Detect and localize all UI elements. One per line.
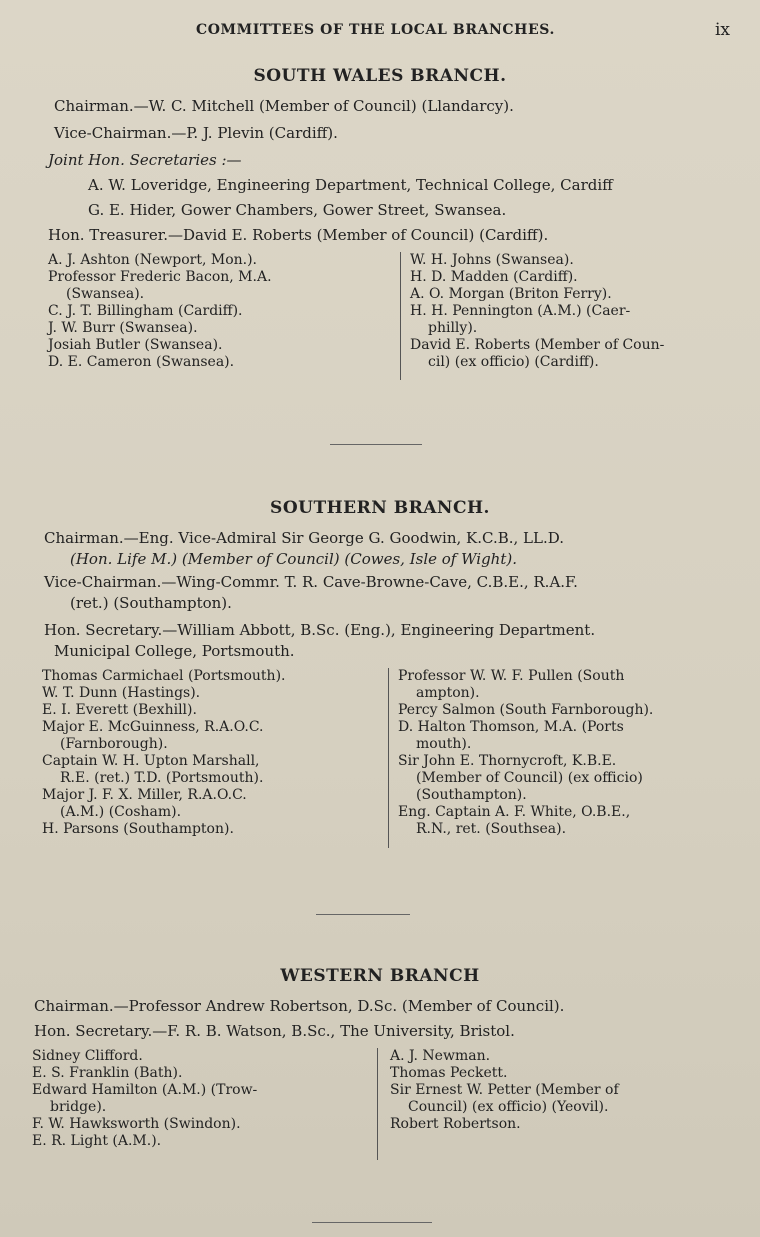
member-entry: David E. Roberts (Member of Coun-	[410, 337, 665, 353]
member-entry-cont: (Member of Council) (ex officio)	[416, 770, 643, 786]
right-member-column	[398, 668, 743, 838]
member-entry-cont: cil) (ex officio) (Cardiff).	[428, 354, 599, 370]
member-entry-cont: bridge).	[50, 1099, 107, 1115]
secretary-line: Hon. Secretary.—F. R. B. Watson, B.Sc., The University, Bristol.	[34, 1022, 515, 1040]
member-entry: H. D. Madden (Cardiff).	[410, 269, 578, 285]
member-entry-cont: R.E. (ret.) T.D. (Portsmouth).	[60, 770, 264, 786]
member-entry: Professor W. W. F. Pullen (South	[398, 668, 625, 684]
section-title: SOUTH WALES BRANCH.	[253, 66, 507, 86]
column-divider	[400, 252, 401, 380]
south-wales-section	[0, 66, 760, 382]
member-entry: H. Parsons (Southampton).	[42, 821, 234, 837]
member-entry: A. O. Morgan (Briton Ferry).	[410, 286, 612, 302]
member-entry: Thomas Carmichael (Portsmouth).	[42, 668, 286, 684]
member-entry: Percy Salmon (South Farnborough).	[398, 702, 654, 718]
member-entry: E. R. Light (A.M.).	[32, 1133, 162, 1149]
western-section	[0, 966, 760, 1168]
member-entry: A. J. Ashton (Newport, Mon.).	[48, 252, 258, 268]
page-number: ix	[714, 20, 730, 40]
member-entry-cont: (Southampton).	[416, 787, 527, 803]
member-entry: W. H. Johns (Swansea).	[410, 252, 574, 268]
member-entry: E. S. Franklin (Bath).	[32, 1065, 183, 1081]
secretary-line: G. E. Hider, Gower Chambers, Gower Street, Swansea.	[88, 201, 507, 219]
chairman-line-cont: (Hon. Life M.) (Member of Council) (Cowes, Isle of Wight).	[70, 550, 517, 568]
section-title: SOUTHERN BRANCH.	[270, 498, 490, 518]
member-entry-cont: philly).	[428, 320, 478, 336]
member-entry-cont: (Swansea).	[66, 286, 145, 302]
member-entry: Major E. McGuinness, R.A.O.C.	[42, 719, 264, 735]
left-member-column	[48, 252, 398, 371]
secretary-line-cont: Municipal College, Portsmouth.	[54, 642, 295, 660]
member-entry-cont: Council) (ex officio) (Yeovil).	[408, 1099, 609, 1115]
vice-chairman-line: Vice-Chairman.—Wing-Commr. T. R. Cave-Browne-Cave, C.B.E., R.A.F.	[44, 573, 578, 591]
section-divider	[330, 444, 422, 445]
member-entry: Captain W. H. Upton Marshall,	[42, 753, 260, 769]
member-columns	[0, 252, 760, 382]
member-entry-cont: (A.M.) (Cosham).	[60, 804, 182, 820]
section-title: WESTERN BRANCH	[280, 966, 480, 986]
member-entry: W. T. Dunn (Hastings).	[42, 685, 201, 701]
section-divider	[312, 1222, 432, 1223]
member-entry: A. J. Newman.	[390, 1048, 491, 1064]
secretary-line: Hon. Secretary.—William Abbott, B.Sc. (Eng.), Engineering Department.	[44, 621, 596, 639]
left-member-column	[32, 1048, 367, 1150]
member-columns	[0, 668, 760, 858]
right-member-column	[390, 1048, 740, 1133]
member-entry: F. W. Hawksworth (Swindon).	[32, 1116, 241, 1132]
chairman-line: Chairman.—W. C. Mitchell (Member of Council) (Llandarcy).	[54, 97, 514, 115]
member-entry: Sidney Clifford.	[32, 1048, 143, 1064]
member-entry: D. E. Cameron (Swansea).	[48, 354, 235, 370]
column-divider	[388, 668, 389, 848]
treasurer-line: Hon. Treasurer.—David E. Roberts (Member of Council) (Cardiff).	[48, 226, 549, 244]
member-entry: Josiah Butler (Swansea).	[48, 337, 223, 353]
member-entry: E. I. Everett (Bexhill).	[42, 702, 197, 718]
member-entry: Edward Hamilton (A.M.) (Trow-	[32, 1082, 258, 1098]
member-entry-cont: ampton).	[416, 685, 480, 701]
chairman-line: Chairman.—Professor Andrew Robertson, D.Sc. (Member of Council).	[34, 997, 565, 1015]
member-entry-cont: (Farnborough).	[60, 736, 168, 752]
chairman-line: Chairman.—Eng. Vice-Admiral Sir George G. Goodwin, K.C.B., LL.D.	[44, 529, 564, 547]
member-entry: D. Halton Thomson, M.A. (Ports	[398, 719, 624, 735]
section-divider	[316, 914, 410, 915]
running-head	[0, 22, 760, 44]
secretary-line: A. W. Loveridge, Engineering Department, Technical College, Cardiff	[88, 176, 613, 194]
member-entry-cont: mouth).	[416, 736, 472, 752]
member-entry: H. H. Pennington (A.M.) (Caer-	[410, 303, 631, 319]
member-entry: Sir John E. Thornycroft, K.B.E.	[398, 753, 617, 769]
vice-chairman-line-cont: (ret.) (Southampton).	[70, 594, 232, 612]
column-divider	[377, 1048, 378, 1160]
member-entry: Professor Frederic Bacon, M.A.	[48, 269, 272, 285]
right-member-column	[410, 252, 740, 371]
member-entry: Sir Ernest W. Petter (Member of	[390, 1082, 619, 1098]
member-entry: Robert Robertson.	[390, 1116, 521, 1132]
member-entry: Eng. Captain A. F. White, O.B.E.,	[398, 804, 631, 820]
member-entry: Thomas Peckett.	[390, 1065, 508, 1081]
member-entry: C. J. T. Billingham (Cardiff).	[48, 303, 243, 319]
southern-section	[0, 498, 760, 858]
member-entry: J. W. Burr (Swansea).	[48, 320, 198, 336]
member-entry: Major J. F. X. Miller, R.A.O.C.	[42, 787, 247, 803]
joint-secretaries-label: Joint Hon. Secretaries :—	[48, 151, 242, 169]
vice-chairman-line: Vice-Chairman.—P. J. Plevin (Cardiff).	[54, 124, 338, 142]
running-title: COMMITTEES OF THE LOCAL BRANCHES.	[196, 22, 555, 38]
left-member-column	[42, 668, 382, 838]
member-columns	[0, 1048, 760, 1168]
member-entry-cont: R.N., ret. (Southsea).	[416, 821, 567, 837]
